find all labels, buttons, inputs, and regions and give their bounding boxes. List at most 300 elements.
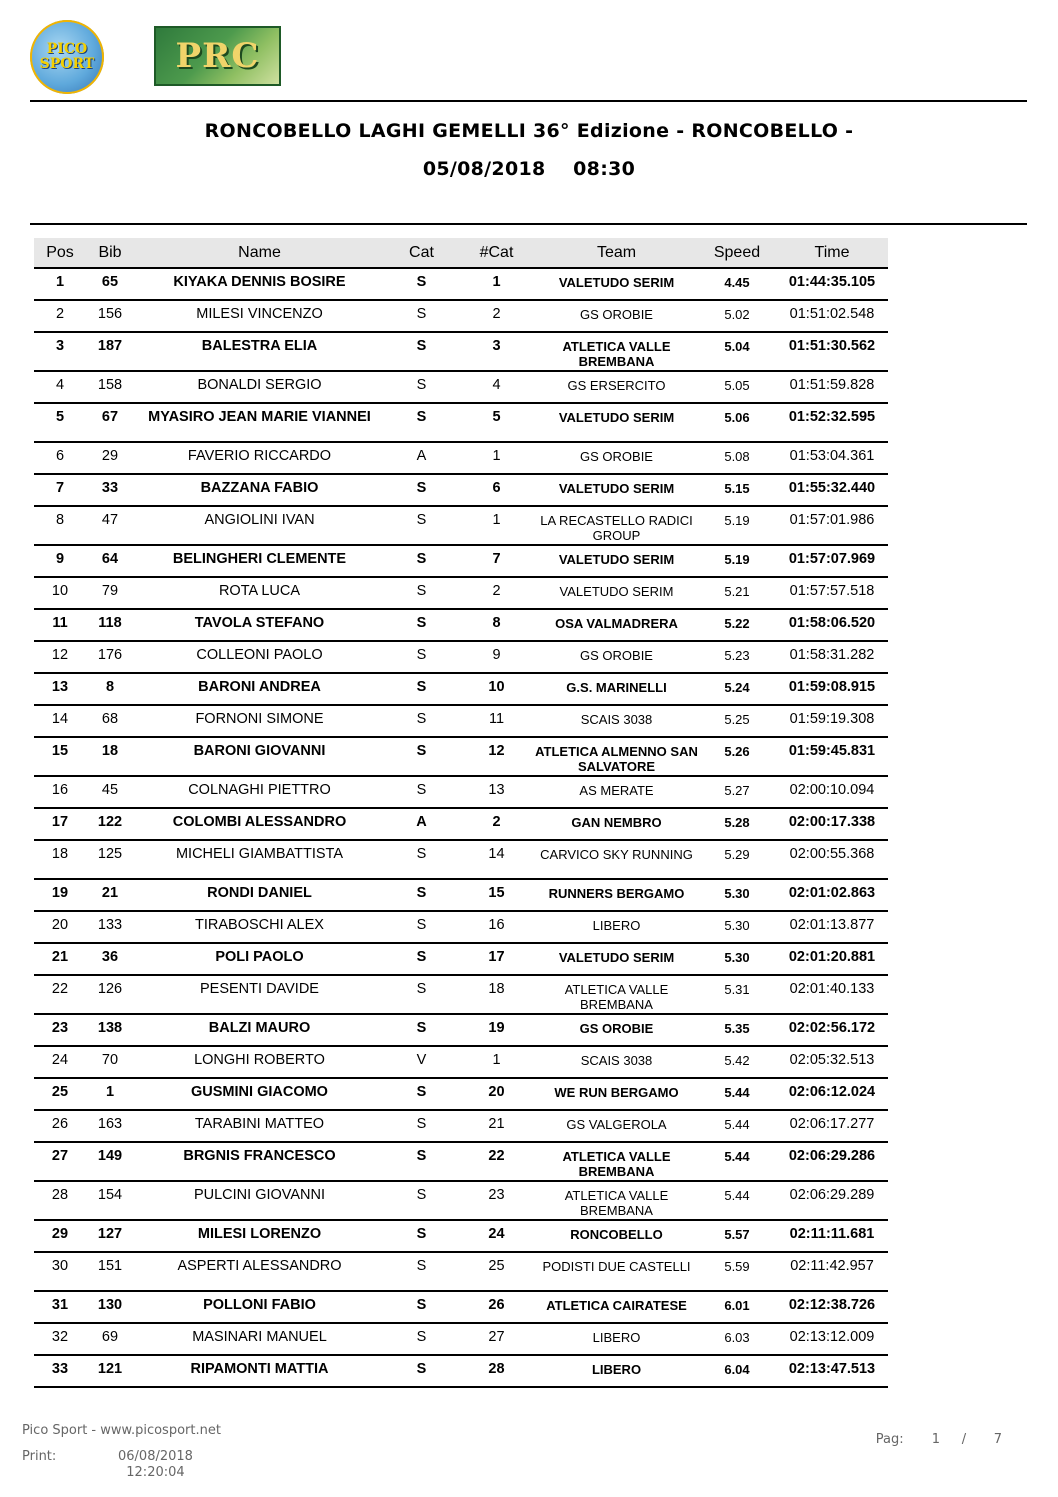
cell-name: [134, 808, 385, 840]
table-row: [34, 975, 888, 1014]
cell-cat: [385, 268, 458, 300]
cell-bib: [86, 776, 134, 808]
footer-print-date: 06/08/2018: [118, 1449, 193, 1464]
cell-team: [535, 1142, 698, 1181]
cell-cat-rank-text: 11: [488, 711, 505, 727]
cell-cat-rank-text: 23: [488, 1187, 505, 1203]
cell-time: [776, 268, 888, 300]
cell-time-text: 02:05:32.513: [789, 1052, 875, 1068]
page-label: Pag:: [875, 1432, 904, 1447]
cell-pos: [34, 1078, 86, 1110]
cell-time: [776, 737, 888, 776]
cell-bib: [86, 705, 134, 737]
cell-cat: [385, 975, 458, 1014]
cell-cat-text: S: [416, 885, 427, 901]
cell-team: [535, 609, 698, 641]
cell-cat-rank: [458, 609, 535, 641]
cell-name-text: MILESI VINCENZO: [196, 306, 323, 322]
cell-speed: [698, 705, 776, 737]
cell-time-text: 02:06:29.289: [789, 1187, 875, 1203]
cell-cat-text: S: [416, 1148, 427, 1164]
cell-bib-text: 156: [97, 306, 123, 322]
cell-cat-rank-text: 2: [492, 583, 501, 599]
cell-speed-text: 5.30: [724, 886, 750, 901]
cell-pos-text: 32: [51, 1329, 69, 1345]
cell-cat-rank-text: 8: [492, 615, 501, 631]
cell-speed: [698, 442, 776, 474]
table-row: [34, 641, 888, 673]
cell-pos-text: 12: [51, 647, 69, 663]
cell-name: [134, 737, 385, 776]
cell-pos-text: 3: [55, 338, 65, 354]
cell-cat-rank-text: 28: [488, 1361, 505, 1377]
cell-pos-text: 8: [55, 512, 65, 528]
cell-pos: [34, 641, 86, 673]
cell-team-text: ATLETICA VALLE BREMBANA: [562, 1149, 671, 1179]
cell-cat: [385, 1110, 458, 1142]
cell-cat-rank-text: 2: [492, 814, 501, 830]
cell-team-text: WE RUN BERGAMO: [554, 1085, 679, 1100]
cell-time: [776, 300, 888, 332]
cell-cat-rank-text: 4: [492, 377, 501, 393]
table-row: [34, 1220, 888, 1252]
logo-text-line: PICO: [46, 41, 88, 57]
cell-speed-text: 5.59: [724, 1259, 750, 1274]
cell-cat: [385, 911, 458, 943]
prc-logo-text: PRC: [175, 36, 260, 76]
table-row: [34, 1078, 888, 1110]
table-row: [34, 577, 888, 609]
cell-speed-text: 5.44: [724, 1149, 750, 1164]
cell-team-text: OSA VALMADRERA: [555, 616, 678, 631]
top-divider: [30, 100, 1027, 102]
cell-bib-text: 67: [101, 409, 119, 425]
cell-team: [535, 673, 698, 705]
cell-team: [535, 1220, 698, 1252]
cell-team-text: VALETUDO SERIM: [558, 950, 675, 965]
cell-cat: [385, 776, 458, 808]
cell-pos: [34, 545, 86, 577]
table-row: [34, 911, 888, 943]
cell-bib-text: 79: [101, 583, 119, 599]
cell-name: [134, 641, 385, 673]
cell-cat-rank: [458, 911, 535, 943]
cell-name: [134, 577, 385, 609]
cell-bib: [86, 1110, 134, 1142]
cell-cat-rank-text: 10: [488, 679, 505, 695]
cell-speed: [698, 673, 776, 705]
cell-speed-text: 5.06: [724, 410, 750, 425]
cell-pos: [34, 332, 86, 371]
cell-cat-rank-text: 18: [488, 981, 505, 997]
cell-team-text: LIBERO: [592, 918, 641, 933]
cell-time-text: 01:44:35.105: [788, 274, 876, 290]
cell-speed: [698, 737, 776, 776]
cell-speed-text: 5.25: [724, 712, 750, 727]
cell-cat-text: S: [416, 1226, 427, 1242]
cell-name: [134, 403, 385, 442]
cell-bib: [86, 911, 134, 943]
cell-team: [535, 300, 698, 332]
cell-speed: [698, 577, 776, 609]
cell-name-text: RONDI DANIEL: [207, 885, 312, 901]
cell-cat-rank: [458, 737, 535, 776]
cell-name-text: BONALDI SERGIO: [197, 377, 322, 393]
cell-pos-text: 1: [55, 274, 65, 290]
table-row: [34, 1142, 888, 1181]
table-row: [34, 943, 888, 975]
column-header-time: Time: [776, 238, 888, 268]
cell-name-text: MYASIRO JEAN MARIE VIANNEI: [148, 409, 371, 425]
cell-pos-text: 10: [51, 583, 69, 599]
cell-time-text: 02:00:10.094: [789, 782, 875, 798]
cell-name-text: COLLEONI PAOLO: [196, 647, 323, 663]
cell-pos-text: 23: [51, 1020, 69, 1036]
cell-pos: [34, 879, 86, 911]
cell-team-text: VALETUDO SERIM: [558, 552, 675, 567]
cell-pos: [34, 911, 86, 943]
cell-name: [134, 268, 385, 300]
cell-pos-text: 4: [55, 377, 65, 393]
cell-name-text: COLOMBI ALESSANDRO: [172, 814, 347, 830]
cell-cat-text: S: [416, 583, 427, 599]
cell-time: [776, 1046, 888, 1078]
cell-speed: [698, 403, 776, 442]
cell-cat-rank-text: 12: [488, 743, 505, 759]
cell-cat: [385, 1220, 458, 1252]
cell-speed: [698, 641, 776, 673]
cell-cat-text: S: [416, 679, 427, 695]
table-row: [34, 371, 888, 403]
cell-time-text: 01:57:07.969: [788, 551, 876, 567]
cell-time: [776, 1323, 888, 1355]
cell-bib-text: 64: [101, 551, 119, 567]
cell-bib: [86, 403, 134, 442]
cell-cat-rank-text: 25: [488, 1258, 505, 1274]
cell-cat-text: S: [416, 1297, 427, 1313]
cell-name: [134, 1078, 385, 1110]
cell-speed: [698, 808, 776, 840]
cell-time-text: 02:01:13.877: [789, 917, 875, 933]
cell-time: [776, 1142, 888, 1181]
cell-cat-rank: [458, 1220, 535, 1252]
cell-bib-text: 65: [101, 274, 119, 290]
cell-speed: [698, 300, 776, 332]
column-header-cat-rank: #Cat: [458, 238, 535, 268]
cell-cat-rank: [458, 474, 535, 506]
cell-pos: [34, 673, 86, 705]
cell-pos-text: 13: [51, 679, 69, 695]
cell-bib-text: 21: [101, 885, 119, 901]
cell-name-text: POLLONI FABIO: [203, 1297, 316, 1313]
cell-cat: [385, 1181, 458, 1220]
cell-name: [134, 911, 385, 943]
table-row: [34, 442, 888, 474]
cell-cat-rank: [458, 1323, 535, 1355]
cell-bib: [86, 1046, 134, 1078]
cell-team: [535, 776, 698, 808]
footer-print-datetime: [118, 1449, 193, 1481]
column-header-bib: Bib: [86, 238, 134, 268]
cell-cat-rank: [458, 1046, 535, 1078]
cell-speed-text: 5.15: [724, 481, 750, 496]
cell-cat-text: S: [416, 615, 427, 631]
cell-cat-rank: [458, 705, 535, 737]
cell-bib-text: 127: [97, 1226, 123, 1242]
cell-pos-text: 19: [51, 885, 69, 901]
cell-cat: [385, 641, 458, 673]
cell-bib: [86, 577, 134, 609]
cell-team-text: RONCOBELLO: [570, 1227, 663, 1242]
cell-speed: [698, 1046, 776, 1078]
cell-speed-text: 4.45: [724, 275, 750, 290]
cell-speed-text: 5.44: [724, 1085, 750, 1100]
cell-cat-rank: [458, 943, 535, 975]
cell-pos: [34, 1355, 86, 1387]
cell-cat-text: S: [416, 1361, 427, 1377]
cell-name: [134, 1291, 385, 1323]
cell-name: [134, 705, 385, 737]
cell-cat: [385, 371, 458, 403]
cell-bib-text: 130: [97, 1297, 123, 1313]
cell-bib-text: 158: [97, 377, 123, 393]
cell-cat-rank-text: 2: [492, 306, 501, 322]
cell-cat: [385, 879, 458, 911]
cell-cat-text: S: [416, 782, 427, 798]
cell-pos: [34, 371, 86, 403]
cell-bib: [86, 300, 134, 332]
cell-speed-text: 6.04: [724, 1362, 750, 1377]
cell-bib: [86, 1220, 134, 1252]
cell-bib: [86, 268, 134, 300]
cell-speed-text: 5.08: [724, 449, 750, 464]
cell-team-text: AS MERATE: [579, 783, 654, 798]
cell-cat-text: S: [416, 949, 427, 965]
cell-speed: [698, 1252, 776, 1291]
cell-cat-rank: [458, 300, 535, 332]
cell-cat-rank-text: 5: [492, 409, 501, 425]
cell-speed: [698, 545, 776, 577]
cell-time: [776, 1252, 888, 1291]
cell-cat-rank-text: 27: [488, 1329, 505, 1345]
cell-name-text: BALESTRA ELIA: [201, 338, 318, 354]
table-row: [34, 705, 888, 737]
cell-speed: [698, 332, 776, 371]
cell-team-text: LA RECASTELLO RADICI GROUP: [540, 513, 693, 543]
cell-cat-rank: [458, 332, 535, 371]
cell-bib-text: 8: [105, 679, 115, 695]
cell-time-text: 01:58:31.282: [789, 647, 875, 663]
cell-time: [776, 673, 888, 705]
cell-speed: [698, 879, 776, 911]
cell-team: [535, 1078, 698, 1110]
cell-speed-text: 5.28: [724, 815, 750, 830]
cell-cat-rank: [458, 1078, 535, 1110]
cell-time-text: 01:57:57.518: [789, 583, 875, 599]
cell-speed-text: 5.26: [724, 744, 750, 759]
cell-name-text: MICHELI GIAMBATTISTA: [175, 846, 344, 862]
results-body: [34, 268, 888, 1387]
cell-pos-text: 28: [51, 1187, 69, 1203]
cell-cat: [385, 1078, 458, 1110]
cell-name-text: TAVOLA STEFANO: [194, 615, 325, 631]
cell-bib-text: 45: [101, 782, 119, 798]
cell-time-text: 02:11:11.681: [789, 1226, 875, 1242]
cell-cat-rank: [458, 641, 535, 673]
cell-bib-text: 118: [98, 615, 122, 631]
cell-bib: [86, 1355, 134, 1387]
table-row: [34, 1046, 888, 1078]
cell-time-text: 01:52:32.595: [788, 409, 876, 425]
cell-name: [134, 332, 385, 371]
cell-time-text: 02:01:02.863: [788, 885, 876, 901]
cell-cat-rank-text: 13: [488, 782, 505, 798]
cell-name: [134, 1220, 385, 1252]
cell-cat: [385, 1046, 458, 1078]
cell-bib: [86, 1181, 134, 1220]
cell-speed: [698, 268, 776, 300]
cell-pos: [34, 1181, 86, 1220]
cell-team: [535, 1110, 698, 1142]
cell-cat-rank: [458, 1014, 535, 1046]
table-row: [34, 1291, 888, 1323]
cell-pos-text: 16: [51, 782, 69, 798]
cell-time: [776, 705, 888, 737]
cell-bib-text: 138: [97, 1020, 123, 1036]
cell-cat-text: S: [416, 338, 427, 354]
cell-name-text: BRGNIS FRANCESCO: [183, 1148, 336, 1164]
cell-name: [134, 545, 385, 577]
cell-speed: [698, 943, 776, 975]
cell-cat: [385, 1142, 458, 1181]
table-row: [34, 474, 888, 506]
page-total: 7: [993, 1432, 1002, 1447]
cell-cat-text: S: [416, 1084, 427, 1100]
cell-cat: [385, 943, 458, 975]
cell-bib: [86, 808, 134, 840]
column-header-name: Name: [134, 238, 385, 268]
cell-bib: [86, 1252, 134, 1291]
cell-cat-rank-text: 14: [488, 846, 505, 862]
cell-speed: [698, 840, 776, 879]
cell-name-text: LONGHI ROBERTO: [194, 1052, 325, 1068]
cell-team: [535, 911, 698, 943]
cell-speed-text: 5.22: [724, 616, 750, 631]
cell-cat-text: S: [416, 846, 427, 862]
cell-name: [134, 300, 385, 332]
cell-pos: [34, 1046, 86, 1078]
cell-pos: [34, 1220, 86, 1252]
cell-pos: [34, 403, 86, 442]
cell-team-text: VALETUDO SERIM: [559, 584, 674, 599]
cell-name-text: TIRABOSCHI ALEX: [195, 917, 324, 933]
cell-speed: [698, 911, 776, 943]
cell-time-text: 02:12:38.726: [788, 1297, 876, 1313]
cell-team-text: GS OROBIE: [580, 449, 653, 464]
cell-name: [134, 776, 385, 808]
cell-time: [776, 1110, 888, 1142]
cell-speed: [698, 506, 776, 545]
cell-pos-text: 14: [51, 711, 69, 727]
cell-team-text: G.S. MARINELLI: [566, 680, 667, 695]
table-row: [34, 1110, 888, 1142]
cell-cat: [385, 442, 458, 474]
cell-name-text: FORNONI SIMONE: [195, 711, 324, 727]
cell-time: [776, 442, 888, 474]
cell-speed-text: 5.24: [724, 680, 750, 695]
column-header-speed: Speed: [698, 238, 776, 268]
cell-cat-rank: [458, 1181, 535, 1220]
cell-speed: [698, 609, 776, 641]
cell-cat-rank-text: 15: [488, 885, 505, 901]
cell-cat: [385, 403, 458, 442]
cell-cat-rank-text: 1: [492, 512, 501, 528]
cell-speed-text: 5.42: [724, 1053, 750, 1068]
cell-pos-text: 2: [55, 306, 65, 322]
cell-team: [535, 1014, 698, 1046]
cell-cat-rank: [458, 442, 535, 474]
cell-team-text: VALETUDO SERIM: [558, 410, 675, 425]
cell-bib-text: 18: [101, 743, 119, 759]
cell-bib: [86, 879, 134, 911]
cell-team: [535, 577, 698, 609]
cell-pos-text: 24: [51, 1052, 69, 1068]
cell-pos-text: 11: [52, 615, 68, 631]
cell-time-text: 01:59:19.308: [789, 711, 875, 727]
table-row: [34, 506, 888, 545]
cell-time: [776, 506, 888, 545]
cell-cat-text: S: [416, 1187, 427, 1203]
cell-team-text: GS OROBIE: [580, 307, 653, 322]
cell-team: [535, 879, 698, 911]
cell-time: [776, 371, 888, 403]
cell-bib-text: 133: [97, 917, 123, 933]
cell-bib-text: 154: [97, 1187, 123, 1203]
cell-speed-text: 5.29: [724, 847, 750, 862]
cell-cat: [385, 506, 458, 545]
cell-speed-text: 5.23: [724, 648, 750, 663]
cell-time-text: 02:00:55.368: [789, 846, 875, 862]
cell-cat-rank-text: 20: [488, 1084, 505, 1100]
cell-cat: [385, 840, 458, 879]
cell-bib: [86, 1014, 134, 1046]
cell-bib: [86, 1291, 134, 1323]
cell-team: [535, 332, 698, 371]
cell-time-text: 01:59:45.831: [788, 743, 876, 759]
cell-pos: [34, 1252, 86, 1291]
event-title: RONCOBELLO LAGHI GEMELLI 36° Edizione - RONCOBELLO -: [204, 120, 854, 142]
cell-cat-rank-text: 1: [492, 274, 501, 290]
cell-pos: [34, 1142, 86, 1181]
cell-cat-rank-text: 3: [492, 338, 501, 354]
cell-speed: [698, 1291, 776, 1323]
cell-speed: [698, 1323, 776, 1355]
cell-bib-text: 151: [97, 1258, 123, 1274]
cell-team: [535, 474, 698, 506]
table-row: [34, 1014, 888, 1046]
cell-cat-text: S: [416, 377, 427, 393]
cell-speed: [698, 1014, 776, 1046]
cell-time-text: 01:58:06.520: [788, 615, 876, 631]
cell-cat: [385, 609, 458, 641]
cell-team: [535, 737, 698, 776]
cell-cat: [385, 545, 458, 577]
page-current: 1: [931, 1432, 940, 1447]
cell-cat-text: S: [416, 1116, 427, 1132]
cell-bib: [86, 840, 134, 879]
cell-pos: [34, 1110, 86, 1142]
cell-bib-text: 176: [97, 647, 123, 663]
